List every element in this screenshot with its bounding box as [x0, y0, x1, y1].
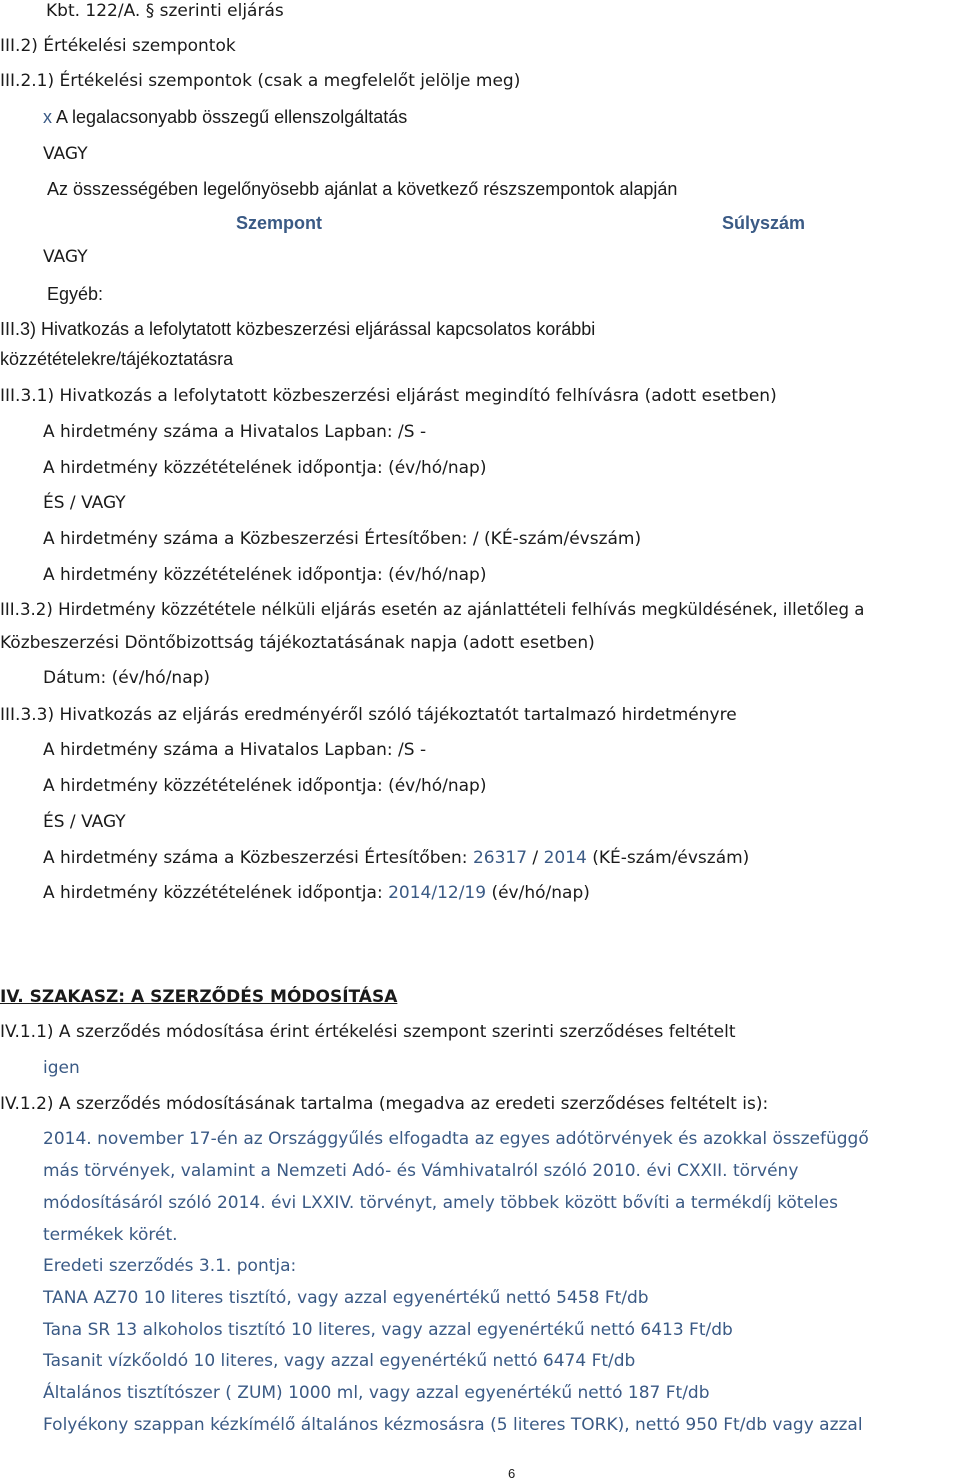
ojeu-notice-number: A hirdetmény száma a Hivatalos Lapban: /S - [43, 422, 427, 442]
ojeu-publication-date: A hirdetmény közzétételének időpontja: (év/hó/nap) [43, 458, 487, 478]
lowest-price-option [43, 106, 407, 128]
result-date-label: A hirdetmény közzétételének időpontja: [43, 883, 389, 903]
result-ke-year: 2014 [543, 848, 587, 868]
result-ke-separator: / [527, 848, 544, 868]
selected-mark: x [43, 107, 52, 127]
section-iii32-title-line1: III.3.2) Hirdetmény közzététele nélküli eljárás esetén az ajánlattételi felhívás megküldésének, illetőleg a [0, 600, 865, 619]
best-value-option: Az összességében legelőnyösebb ajánlat a következő részszempontok alapján [47, 179, 678, 199]
original-contract-reference: Eredeti szerződés 3.1. pontja: [43, 1256, 297, 1276]
other-option: Egyéb: [47, 284, 104, 304]
section-iii2-title: III.2) Értékelési szempontok [0, 36, 236, 56]
modification-body-line: más törvények, valamint a Nemzeti Adó- és Vámhivatalról szóló 2010. évi CXXII. törvény [43, 1161, 799, 1181]
lowest-price-label: A legalacsonyabb összegű ellenszolgáltatás [56, 107, 408, 127]
weight-column-header: Súlyszám [722, 213, 806, 233]
result-and-or-separator: ÉS / VAGY [43, 812, 126, 832]
and-or-separator: ÉS / VAGY [43, 493, 126, 513]
result-date-format: (év/hó/nap) [486, 883, 590, 903]
or-separator-1: VAGY [43, 144, 88, 164]
result-ke-notice-number [43, 847, 749, 869]
ke-publication-date: A hirdetmény közzétételének időpontja: (év/hó/nap) [43, 565, 487, 585]
ke-notice-number: A hirdetmény száma a Közbeszerzési Értesítőben: / (KÉ-szám/évszám) [43, 529, 642, 549]
result-date-value: 2014/12/19 [388, 883, 487, 903]
iv11-answer: igen [43, 1058, 80, 1078]
section-iii3-title-line1: III.3) Hivatkozás a lefolytatott közbeszerzési eljárással kapcsolatos korábbi [0, 319, 596, 339]
procedure-type: Kbt. 122/A. § szerinti eljárás [46, 1, 284, 21]
section-iii32-title-line2: Közbeszerzési Döntőbizottság tájékoztatásának napja (adott esetben) [0, 633, 595, 653]
section-iii21-title: III.2.1) Értékelési szempontok (csak a megfelelőt jelölje meg) [0, 71, 521, 91]
or-separator-2: VAGY [43, 247, 88, 267]
page-number: 6 [508, 1466, 516, 1481]
result-ojeu-publication-date: A hirdetmény közzétételének időpontja: (év/hó/nap) [43, 776, 487, 796]
result-ke-label: A hirdetmény száma a Közbeszerzési Értesítőben: [43, 848, 473, 868]
section-iv12-title: IV.1.2) A szerződés módosításának tartalma (megadva az eredeti szerződéses feltételt is): [0, 1094, 769, 1114]
modification-body-line: módosításáról szóló 2014. évi LXXIV. törvényt, amely többek között bővíti a termékdíj köteles [43, 1193, 838, 1213]
notification-date: Dátum: (év/hó/nap) [43, 668, 211, 688]
product-line: Általános tisztítószer ( ZUM) 1000 ml, vagy azzal egyenértékű nettó 187 Ft/db [43, 1383, 710, 1403]
section-iii33-title: III.3.3) Hivatkozás az eljárás eredményéről szóló tájékoztatót tartalmazó hirdetményre [0, 705, 737, 725]
result-ke-number: 26317 [472, 848, 528, 868]
section-iii3-title-line2: közzétételekre/tájékoztatásra [0, 349, 234, 369]
result-ke-publication-date [43, 882, 590, 904]
criterion-column-header: Szempont [236, 213, 323, 233]
product-line: Folyékony szappan kézkímélő általános kézmosásra (5 literes TORK), nettó 950 Ft/db vagy azzal [43, 1415, 863, 1435]
section-iv-heading: IV. SZAKASZ: A SZERZŐDÉS MÓDOSÍTÁSA [0, 987, 398, 1007]
result-ojeu-notice-number: A hirdetmény száma a Hivatalos Lapban: /S - [43, 740, 427, 760]
section-iv11-title: IV.1.1) A szerződés módosítása érint értékelési szempont szerinti szerződéses feltételt [0, 1022, 736, 1042]
modification-body-line: 2014. november 17-én az Országgyűlés elfogadta az egyes adótörvények és azokkal összefüggő [43, 1129, 869, 1149]
product-line: TANA AZ70 10 literes tisztító, vagy azzal egyenértékű nettó 5458 Ft/db [43, 1288, 649, 1308]
section-iii31-title: III.3.1) Hivatkozás a lefolytatott közbeszerzési eljárást megindító felhívásra (adott esetben) [0, 386, 777, 406]
product-line: Tana SR 13 alkoholos tisztító 10 literes, vagy azzal egyenértékű nettó 6413 Ft/db [43, 1320, 733, 1340]
modification-body-line: termékek körét. [43, 1225, 178, 1245]
result-ke-format: (KÉ-szám/évszám) [586, 848, 750, 868]
product-line: Tasanit vízkőoldó 10 literes, vagy azzal egyenértékű nettó 6474 Ft/db [43, 1351, 636, 1371]
